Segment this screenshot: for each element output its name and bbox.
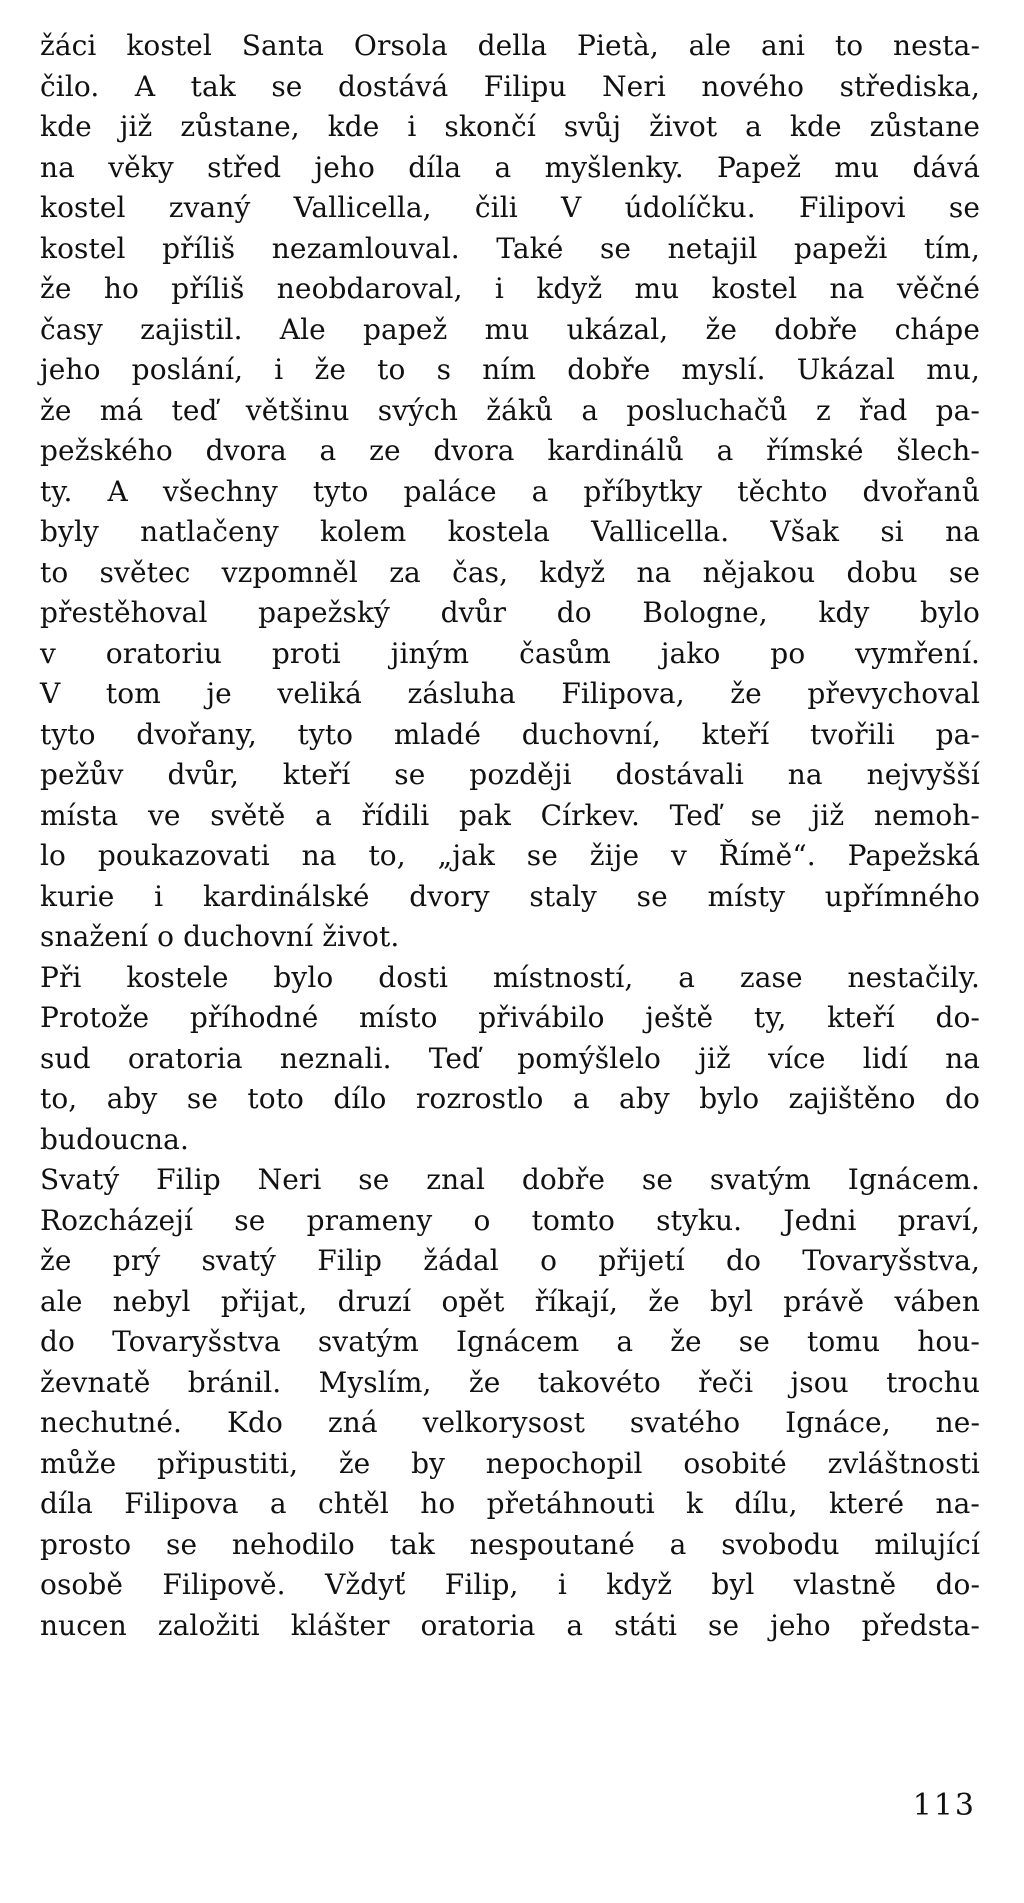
text-line: V tom je veliká zásluha Filipova, že převychoval	[40, 677, 980, 710]
text-line: to, aby se toto dílo rozrostlo a aby bylo zajištěno do	[40, 1082, 980, 1115]
text-line: že ho příliš neobdaroval, i když mu kostel na věčné	[40, 272, 980, 305]
text-line: nucen založiti klášter oratoria a státi se jeho předsta-	[40, 1608, 980, 1642]
text-line: Svatý Filip Neri se znal dobře se svatým Ignácem.	[40, 1163, 980, 1196]
text-line: může připustiti, že by nepochopil osobité zvláštnosti	[40, 1446, 980, 1480]
text-line: jeho poslání, i že to s ním dobře myslí. Ukázal mu,	[40, 353, 980, 386]
text-line: kurie i kardinálské dvory staly se místy upřímného	[40, 879, 980, 913]
text-line: pežského dvora a ze dvora kardinálů a římské šlech-	[40, 434, 980, 467]
text-line: pežův dvůr, kteří se později dostávali na nejvyšší	[40, 758, 980, 791]
text-line: žáci kostel Santa Orsola della Pietà, ale ani to nesta-	[40, 29, 980, 62]
text-line: ževnatě bránil. Myslím, že takovéto řeči jsou trochu	[40, 1365, 980, 1399]
text-line: Protože příhodné místo přivábilo ještě ty, kteří do-	[40, 1001, 980, 1034]
text-line: na věky střed jeho díla a myšlenky. Papež mu dává	[40, 150, 980, 184]
text-line: sud oratoria neznali. Teď pomýšlelo již více lidí na	[40, 1041, 980, 1075]
text-line: nechutné. Kdo zná velkorysost svatého Ignáce, ne-	[40, 1406, 980, 1439]
text-line: v oratoriu proti jiným časům jako po vymření.	[40, 636, 980, 670]
body-text	[40, 26, 980, 1646]
text-line: ale nebyl přijat, druzí opět říkají, že byl právě váben	[40, 1284, 980, 1318]
text-line: časy zajistil. Ale papež mu ukázal, že dobře chápe	[40, 312, 980, 346]
book-page	[40, 26, 980, 1646]
text-line: snažení o duchovní život.	[40, 920, 400, 953]
text-line: budoucna.	[40, 1122, 189, 1156]
text-line: čilo. A tak se dostává Filipu Neri nového střediska,	[40, 69, 980, 103]
text-line: ty. A všechny tyto paláce a příbytky těchto dvořanů	[40, 474, 980, 508]
text-line: místa ve světě a řídili pak Církev. Teď se již nemoh-	[40, 798, 980, 832]
text-line: prosto se nehodilo tak nespoutané a svobodu milující	[40, 1527, 980, 1561]
text-line: kde již zůstane, kde i skončí svůj život a kde zůstane	[40, 110, 980, 143]
page-number: 113	[912, 1788, 976, 1823]
text-line: lo poukazovati na to, „jak se žije v Římě“. Papežská	[40, 839, 980, 872]
text-line: že má teď většinu svých žáků a posluchačů z řad pa-	[40, 393, 980, 427]
text-line: tyto dvořany, tyto mladé duchovní, kteří tvořili pa-	[40, 717, 980, 751]
text-line: kostel příliš nezamlouval. Také se netajil papeži tím,	[40, 231, 980, 265]
text-line: přestěhoval papežský dvůr do Bologne, kdy bylo	[40, 596, 980, 629]
text-line: Rozcházejí se prameny o tomto styku. Jedni praví,	[40, 1203, 980, 1237]
text-line: do Tovaryšstva svatým Ignácem a že se tomu hou-	[40, 1325, 980, 1358]
text-line: Při kostele bylo dosti místností, a zase nestačily.	[40, 960, 980, 994]
text-line: kostel zvaný Vallicella, čili V údolíčku. Filipovi se	[40, 191, 980, 224]
text-line: to světec vzpomněl za čas, když na nějakou dobu se	[40, 555, 980, 589]
text-line: byly natlačeny kolem kostela Vallicella. Však si na	[40, 515, 980, 548]
text-line: osobě Filipově. Vždyť Filip, i když byl vlastně do-	[40, 1568, 980, 1601]
text-line: díla Filipova a chtěl ho přetáhnouti k dílu, které na-	[40, 1487, 980, 1520]
text-line: že prý svatý Filip žádal o přijetí do Tovaryšstva,	[40, 1244, 980, 1277]
